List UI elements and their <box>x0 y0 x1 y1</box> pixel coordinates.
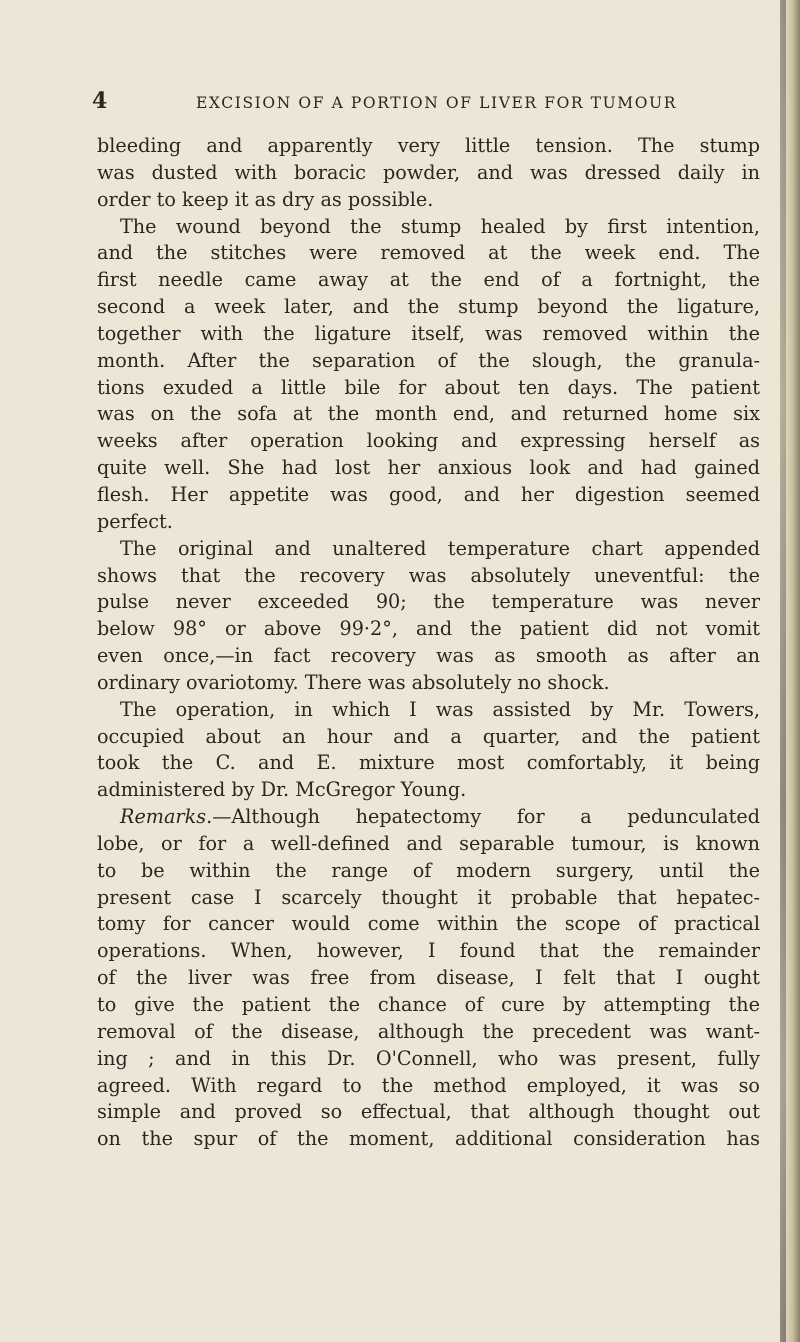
text-line: administered by Dr. McGregor Young. <box>97 778 467 802</box>
text-line: pulse never exceeded 90; the temperature was never <box>97 590 760 614</box>
text-line: perfect. <box>97 509 173 533</box>
body-text <box>97 133 760 1153</box>
text-line: occupied about an hour and a quarter, and the patient <box>97 724 760 748</box>
text-line-remarks <box>97 804 760 831</box>
page-number: 4 <box>92 88 108 114</box>
text-line: present case I scarcely thought it probable that hepatec- <box>97 885 760 909</box>
text-line: together with the ligature itself, was removed within the <box>97 321 760 345</box>
text-line: of the liver was free from disease, I felt that I ought <box>97 966 760 990</box>
text-line: to be within the range of modern surgery, until the <box>97 858 760 882</box>
text-line: was dusted with boracic powder, and was dressed daily in <box>97 160 760 184</box>
text-line: ing ; and in this Dr. O'Connell, who was present, fully <box>97 1046 760 1070</box>
text-line: agreed. With regard to the method employed, it was so <box>97 1073 760 1097</box>
text-line: second a week later, and the stump beyond the ligature, <box>97 295 760 319</box>
text-line: operations. When, however, I found that the remainder <box>97 939 760 963</box>
text-line: tomy for cancer would come within the scope of practical <box>97 912 760 936</box>
text-line: was on the sofa at the month end, and returned home six <box>97 402 760 426</box>
text-line: bleeding and apparently very little tension. The stump <box>97 134 760 157</box>
text-line: weeks after operation looking and expressing herself as <box>97 429 760 453</box>
text-line: month. After the separation of the slough, the granula- <box>97 348 760 372</box>
text-line: on the spur of the moment, additional consideration has <box>97 1127 760 1151</box>
text-line: even once,—in fact recovery was as smooth as after an <box>97 644 760 668</box>
text-line: removal of the disease, although the precedent was want- <box>97 1019 760 1043</box>
text-line: simple and proved so effectual, that although thought out <box>97 1100 760 1124</box>
text-line: lobe, or for a well-defined and separable tumour, is known <box>97 831 760 855</box>
running-head: EXCISION OF A PORTION OF LIVER FOR TUMOUR <box>196 94 677 112</box>
text-line: took the C. and E. mixture most comfortably, it being <box>97 751 760 775</box>
page-header <box>0 88 800 122</box>
text-line: first needle came away at the end of a fortnight, the <box>97 268 760 292</box>
text-line: The wound beyond the stump healed by first intention, <box>120 214 760 238</box>
text-line: The original and unaltered temperature chart appended <box>120 536 760 560</box>
binding-shadow <box>780 0 786 1342</box>
text-line: shows that the recovery was absolutely uneventful: the <box>97 563 760 587</box>
text-line: flesh. Her appetite was good, and her digestion seemed <box>97 482 760 506</box>
remarks-text: —Although hepatectomy for a pedunculated <box>212 805 760 829</box>
text-line: below 98° or above 99·2°, and the patient did not vomit <box>97 617 760 641</box>
text-line: The operation, in which I was assisted by Mr. Towers, <box>120 697 760 721</box>
remarks-heading: Remarks. <box>120 805 213 829</box>
text-line: quite well. She had lost her anxious look and had gained <box>97 456 760 480</box>
text-line: ordinary ovariotomy. There was absolutely no shock. <box>97 670 610 694</box>
text-line: to give the patient the chance of cure by attempting the <box>97 993 760 1016</box>
text-line: order to keep it as dry as possible. <box>97 187 434 211</box>
text-line: tions exuded a little bile for about ten days. The patient <box>97 375 760 399</box>
text-line: and the stitches were removed at the week end. The <box>97 241 760 265</box>
